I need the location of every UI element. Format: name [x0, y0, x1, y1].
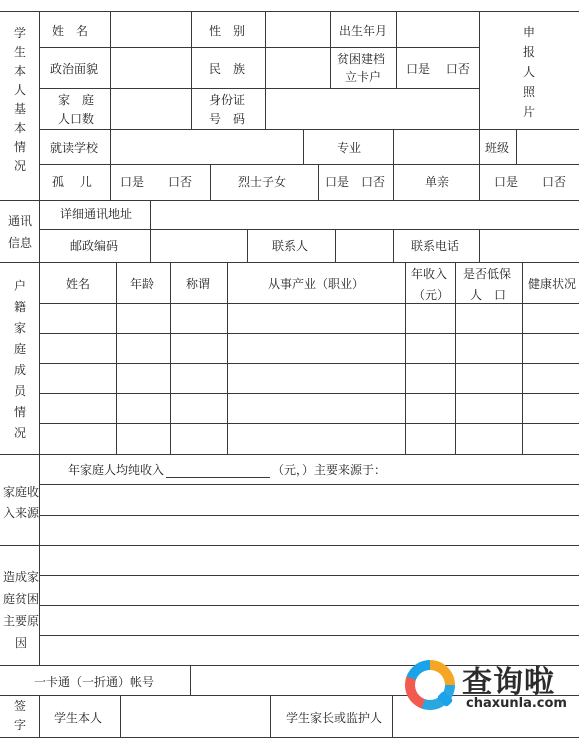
col-occupation: 从事产业（职业） [268, 277, 365, 291]
label-class: 班级 [485, 141, 510, 155]
label-phone: 联系电话 [411, 239, 460, 253]
family-size-field[interactable] [111, 89, 190, 128]
political-field[interactable] [111, 48, 190, 88]
income-amount-field[interactable] [166, 462, 270, 478]
card-account-field[interactable] [191, 666, 401, 695]
photo-label: 申报人照片 [522, 25, 535, 119]
gender-field[interactable] [266, 12, 329, 47]
household-row[interactable] [40, 394, 578, 423]
label-sign-guardian: 学生家长或监护人 [286, 711, 383, 725]
photo-slot[interactable] [480, 12, 578, 128]
label-martyr: 烈士子女 [238, 175, 287, 189]
label-name: 姓 名 [52, 24, 89, 38]
col-age: 年龄 [130, 277, 155, 291]
col-income-2: （元） [413, 288, 450, 302]
ethnicity-field[interactable] [266, 48, 329, 88]
birth-field[interactable] [397, 12, 478, 47]
income-source-field[interactable] [40, 485, 578, 544]
watermark-subtitle: chaxunla.com [466, 696, 567, 711]
income-prefix: 年家庭人均纯收入 [68, 463, 165, 477]
magnifier-logo-icon [405, 660, 455, 710]
label-id-2: 号 码 [209, 112, 246, 126]
label-birth: 出生年月 [339, 24, 388, 38]
orphan-checkboxes[interactable]: 口是 口否 [120, 175, 193, 189]
postcode-field[interactable] [151, 230, 246, 262]
household-row[interactable] [40, 424, 578, 454]
label-poverty-file-2: 立卡户 [345, 70, 382, 84]
section-basic-label: 学生本人基本情况 [13, 26, 26, 173]
label-family-size-1: 家 庭 [58, 93, 95, 107]
major-field[interactable] [394, 130, 478, 164]
label-single: 单亲 [425, 175, 450, 189]
col-lowins-1: 是否低保 [463, 267, 512, 281]
label-poverty-file-1: 贫困建档 [337, 52, 386, 66]
label-sign-student: 学生本人 [54, 711, 103, 725]
label-gender: 性 别 [209, 24, 246, 38]
student-signature-field[interactable] [121, 696, 269, 737]
section-household-label: 户籍家庭成员情况 [13, 279, 26, 440]
id-number-field[interactable] [266, 89, 478, 128]
address-field[interactable] [151, 201, 578, 229]
school-field[interactable] [111, 130, 302, 164]
label-ethnicity: 民 族 [209, 62, 246, 76]
label-school: 就读学校 [50, 141, 99, 155]
watermark-title: 查询啦 [462, 665, 555, 700]
label-postcode: 邮政编码 [70, 239, 119, 253]
col-name: 姓名 [66, 277, 91, 291]
label-address: 详细通讯地址 [60, 207, 133, 221]
label-contact-person: 联系人 [272, 239, 309, 253]
col-income-1: 年收入 [411, 267, 448, 281]
label-political: 政治面貌 [50, 62, 99, 76]
poverty-file-checkboxes[interactable]: 口是 口否 [406, 62, 470, 76]
name-field[interactable] [111, 12, 190, 47]
martyr-checkboxes[interactable]: 口是 口否 [325, 175, 386, 189]
col-lowins-2: 人 口 [470, 288, 507, 302]
household-row[interactable] [40, 364, 578, 393]
poverty-reason-field[interactable] [40, 546, 578, 664]
income-suffix: （元，）主要来源于： [272, 463, 387, 477]
section-contact-label: 通讯信息 [7, 214, 32, 250]
household-row[interactable] [40, 304, 578, 333]
label-card-account: 一卡通（一折通）帐号 [34, 675, 155, 689]
label-orphan: 孤 儿 [52, 175, 92, 189]
contact-person-field[interactable] [336, 230, 392, 262]
col-relation: 称谓 [186, 277, 211, 291]
class-field[interactable] [517, 130, 578, 164]
single-checkboxes[interactable]: 口是 口否 [494, 175, 567, 189]
section-poverty-label: 造成家庭贫困主要原因 [2, 570, 39, 650]
section-income-label: 家庭收入来源 [2, 485, 39, 520]
col-health: 健康状况 [528, 277, 577, 291]
label-family-size-2: 人口数 [58, 112, 95, 126]
section-sign-label: 签字 [13, 699, 26, 732]
phone-field[interactable] [480, 230, 578, 262]
household-row[interactable] [40, 334, 578, 363]
label-id-1: 身份证 [209, 93, 246, 107]
label-major: 专业 [337, 141, 362, 155]
